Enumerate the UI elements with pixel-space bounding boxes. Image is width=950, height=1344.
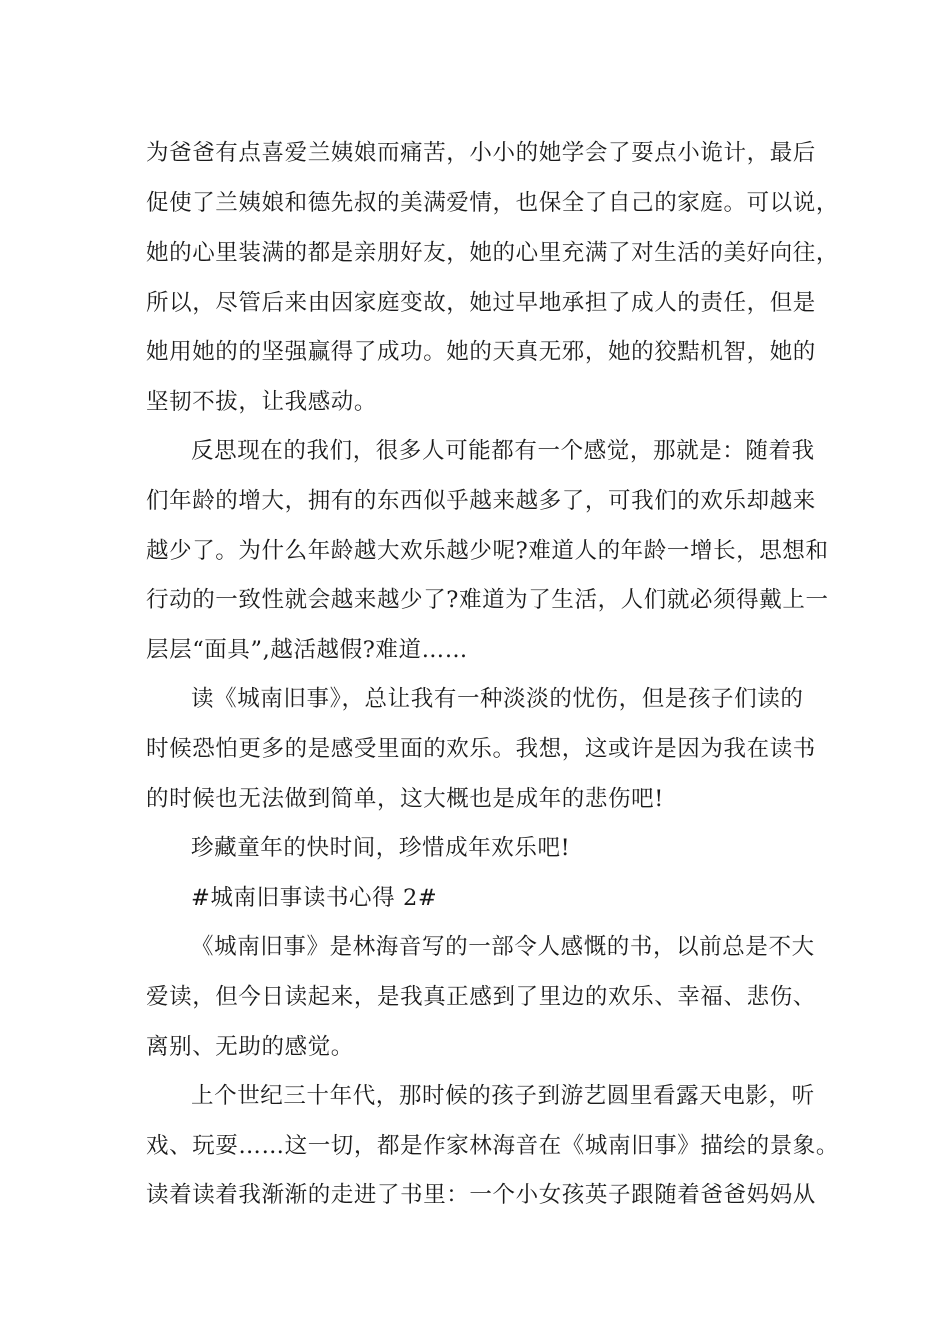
paragraph-first-line: 反思现在的我们，很多人可能都有一个感觉，那就是：随着我: [191, 438, 815, 464]
text-line: 时候恐怕更多的是感受里面的欢乐。我想，这或许是因为我在读书: [146, 736, 816, 762]
text-line: 们年龄的增大，拥有的东西似乎越来越多了，可我们的欢乐却越来: [146, 488, 816, 514]
text-line: 所以，尽管后来由因家庭变故，她过早地承担了成人的责任，但是: [146, 290, 816, 316]
text-line: 她用她的的坚强赢得了成功。她的天真无邪，她的狡黠机智，她的: [146, 339, 816, 365]
text-line: 坚韧不拔，让我感动。: [146, 389, 378, 415]
text-line: 促使了兰姨娘和德先叔的美满爱情，也保全了自己的家庭。可以说，: [146, 190, 840, 216]
text-line: 戏、玩耍……这一切，都是作家林海音在《城南旧事》描绘的景象。: [146, 1133, 840, 1159]
text-line: 爱读，但今日读起来，是我真正感到了里边的欢乐、幸福、悲伤、: [146, 984, 816, 1010]
paragraph-first-line: 珍藏童年的快时间，珍惜成年欢乐吧!: [191, 835, 571, 861]
text-line: 越少了。为什么年龄越大欢乐越少呢?难道人的年龄一增长，思想和: [146, 538, 829, 564]
paragraph-first-line: 读《城南旧事》，总让我有一种淡淡的忧伤，但是孩子们读的: [191, 686, 804, 712]
section-heading: #城南旧事读书心得 2#: [191, 885, 438, 911]
text-line: 离别、无助的感觉。: [146, 1034, 354, 1060]
text-line: 层层“面具”,越活越假?难道……: [146, 637, 468, 663]
paragraph-first-line: 《城南旧事》是林海音写的一部令人感慨的书，以前总是不大: [191, 934, 815, 960]
paragraph-first-line: 上个世纪三十年代，那时候的孩子到游艺圆里看露天电影，听: [191, 1083, 815, 1109]
text-line: 行动的一致性就会越来越少了?难道为了生活，人们就必须得戴上一: [146, 587, 829, 613]
text-line: 的时候也无法做到简单，这大概也是成年的悲伤吧!: [146, 786, 664, 812]
text-line: 读着读着我渐渐的走进了书里：一个小女孩英子跟随着爸爸妈妈从: [146, 1182, 816, 1208]
text-line: 她的心里装满的都是亲朋好友，她的心里充满了对生活的美好向往，: [146, 240, 840, 266]
text-line: 为爸爸有点喜爱兰姨娘而痛苦，小小的她学会了耍点小诡计，最后: [146, 140, 816, 166]
